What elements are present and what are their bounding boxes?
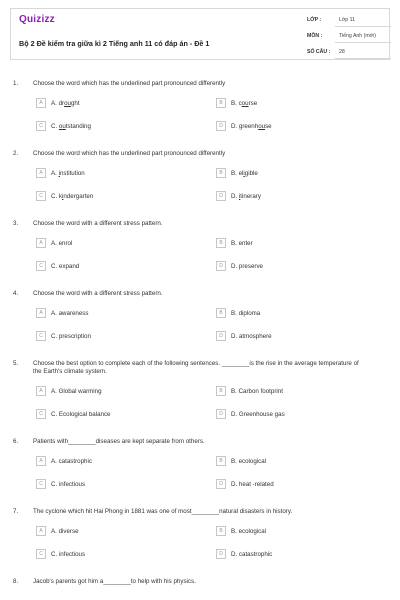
question-number: 1. bbox=[13, 80, 19, 87]
underlined-letters: ou bbox=[258, 123, 266, 130]
question-text: Choose the best option to complete each of the following sentences. ________is the rise in the average temperature of the Earth's climate system. bbox=[33, 360, 359, 375]
option-text: A. Global warming bbox=[51, 388, 102, 395]
option-text: C. Ecological balance bbox=[51, 411, 111, 418]
option-text: D. atmosphere bbox=[231, 333, 272, 340]
question-text: Choose the word which has the underlined part pronounced differently bbox=[33, 80, 226, 87]
question-number: 5. bbox=[13, 360, 19, 367]
option-text: A. catastrophic bbox=[51, 458, 92, 465]
option-letter-box[interactable]: A bbox=[36, 308, 46, 318]
worksheet-meta bbox=[307, 9, 391, 61]
option-letter-box[interactable]: B bbox=[216, 456, 226, 466]
option-letter-box[interactable]: A bbox=[36, 456, 46, 466]
option-text: D. heat -related bbox=[231, 481, 274, 488]
option-text: D. catastrophic bbox=[231, 551, 273, 558]
option-letter-box[interactable]: C bbox=[36, 121, 46, 131]
option-letter-box[interactable]: D bbox=[216, 331, 226, 341]
option-text: C. infectious bbox=[51, 481, 86, 488]
meta-label: SỐ CÂU : bbox=[307, 49, 331, 55]
meta-divider bbox=[335, 58, 391, 59]
option-text: D. preserve bbox=[231, 263, 263, 270]
option-text: B. ecological bbox=[231, 528, 267, 535]
option-text: A. diverse bbox=[51, 528, 79, 535]
option-letter-box[interactable]: C bbox=[36, 261, 46, 271]
underlined-letters: i bbox=[58, 170, 60, 177]
question-number: 7. bbox=[13, 508, 19, 515]
option-letter-box[interactable]: C bbox=[36, 191, 46, 201]
option-letter-box[interactable]: B bbox=[216, 526, 226, 536]
quizizz-logo: Quizizz bbox=[19, 14, 55, 25]
question-text: The cyclone which hit Hai Phong in 1881 was one of most________natural disasters in history. bbox=[33, 508, 293, 515]
option-text: D. Greenhouse gas bbox=[231, 411, 285, 418]
option-letter-box[interactable]: B bbox=[216, 98, 226, 108]
question-number: 8. bbox=[13, 578, 19, 585]
option-letter-box[interactable]: C bbox=[36, 479, 46, 489]
option-text: B. Carbon footprint bbox=[231, 388, 283, 395]
option-text: A. drought bbox=[51, 100, 80, 107]
meta-class-row bbox=[307, 13, 391, 27]
meta-divider bbox=[335, 26, 391, 27]
meta-value: Tiếng Anh (mới) bbox=[339, 33, 376, 39]
option-text: D. itinerary bbox=[231, 193, 261, 200]
meta-divider bbox=[335, 42, 391, 43]
question-text: Jacob's parents got him a________to help with his physics. bbox=[33, 578, 196, 585]
option-text: A. institution bbox=[51, 170, 85, 177]
option-text: C. prescription bbox=[51, 333, 91, 340]
option-letter-box[interactable]: D bbox=[216, 261, 226, 271]
option-letter-box[interactable]: A bbox=[36, 98, 46, 108]
option-letter-box[interactable]: A bbox=[36, 168, 46, 178]
worksheet-header bbox=[10, 8, 390, 60]
underlined-letters: i bbox=[243, 170, 245, 177]
question-number: 4. bbox=[13, 290, 19, 297]
option-letter-box[interactable]: B bbox=[216, 386, 226, 396]
option-text: D. greenhouse bbox=[231, 123, 272, 130]
option-letter-box[interactable]: C bbox=[36, 549, 46, 559]
option-letter-box[interactable]: A bbox=[36, 386, 46, 396]
underlined-letters: ou bbox=[58, 123, 66, 130]
option-text: B. ecological bbox=[231, 458, 267, 465]
underlined-letters: i bbox=[62, 193, 64, 200]
option-text: B. enter bbox=[231, 240, 253, 247]
option-text: A. enrol bbox=[51, 240, 73, 247]
option-text: B. diploma bbox=[231, 310, 261, 317]
option-text: C. outstanding bbox=[51, 123, 91, 130]
option-text: A. awareness bbox=[51, 310, 89, 317]
meta-value: 28 bbox=[339, 49, 345, 55]
question-text: Choose the word which has the underlined part pronounced differently bbox=[33, 150, 226, 157]
option-letter-box[interactable]: C bbox=[36, 331, 46, 341]
option-text: C. kindergarten bbox=[51, 193, 94, 200]
meta-label: LỚP : bbox=[307, 17, 322, 23]
question-text: Choose the word with a different stress pattern. bbox=[33, 220, 163, 227]
option-letter-box[interactable]: D bbox=[216, 191, 226, 201]
option-text: B. eligible bbox=[231, 170, 258, 177]
question-number: 2. bbox=[13, 150, 19, 157]
option-letter-box[interactable]: A bbox=[36, 526, 46, 536]
document-title: Bộ 2 Đề kiểm tra giữa kì 2 Tiếng anh 11 có đáp án - Đề 1 bbox=[19, 39, 210, 48]
meta-subject-row bbox=[307, 29, 391, 43]
option-letter-box[interactable]: D bbox=[216, 549, 226, 559]
underlined-letters: ou bbox=[64, 100, 71, 107]
question-number: 6. bbox=[13, 438, 19, 445]
question-number: 3. bbox=[13, 220, 19, 227]
option-letter-box[interactable]: C bbox=[36, 409, 46, 419]
meta-label: MÔN : bbox=[307, 33, 323, 39]
question-text: Patients with________diseases are kept separate from others. bbox=[33, 438, 205, 445]
meta-value: Lớp 11 bbox=[339, 17, 355, 23]
option-letter-box[interactable]: A bbox=[36, 238, 46, 248]
option-letter-box[interactable]: B bbox=[216, 308, 226, 318]
meta-count-row bbox=[307, 45, 391, 59]
option-letter-box[interactable]: D bbox=[216, 121, 226, 131]
option-letter-box[interactable]: B bbox=[216, 168, 226, 178]
underlined-letters: ou bbox=[241, 100, 249, 107]
option-letter-box[interactable]: D bbox=[216, 409, 226, 419]
underlined-letters: i bbox=[238, 193, 241, 200]
option-text: B. course bbox=[231, 100, 258, 107]
option-letter-box[interactable]: D bbox=[216, 479, 226, 489]
question-text: Choose the word with a different stress pattern. bbox=[33, 290, 163, 297]
option-text: C. infectious bbox=[51, 551, 86, 558]
option-text: C. expand bbox=[51, 263, 80, 270]
option-letter-box[interactable]: B bbox=[216, 238, 226, 248]
